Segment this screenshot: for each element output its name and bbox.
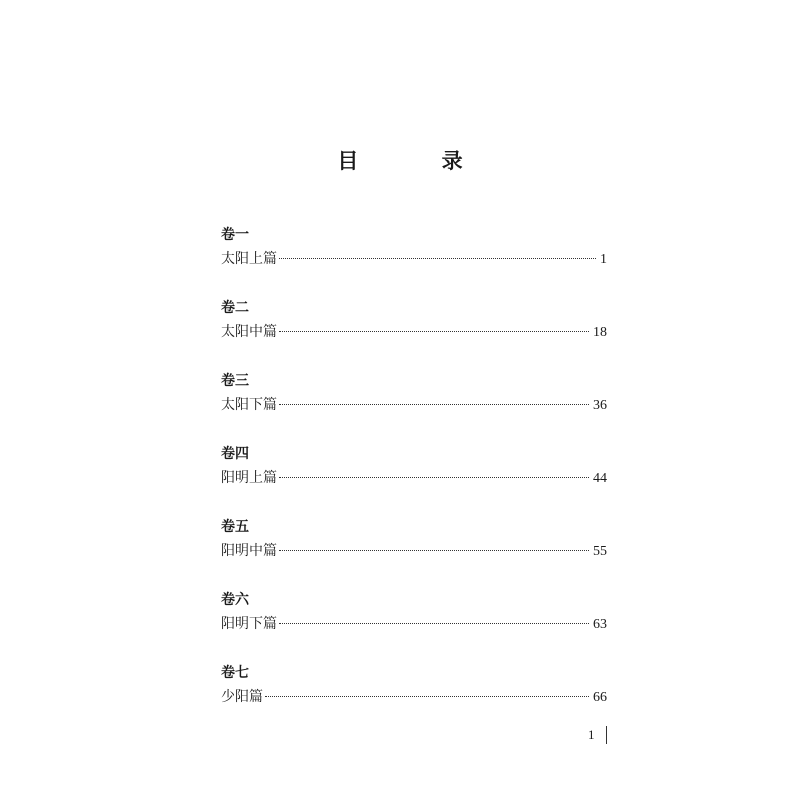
toc-page-number: 66	[593, 690, 607, 705]
volume-heading: 卷四	[221, 446, 249, 462]
volume-heading: 卷五	[221, 519, 249, 535]
folio-page-number: 1	[588, 727, 595, 742]
dot-leader	[279, 404, 589, 405]
toc-entry-title: 太阳上篇	[221, 251, 277, 267]
toc-entry-title: 阳明中篇	[221, 543, 277, 559]
toc-entry[interactable]	[221, 248, 607, 271]
volume-heading: 卷三	[221, 373, 249, 389]
volume-2	[221, 297, 607, 370]
page-title: 目 录	[337, 149, 501, 173]
toc-page-number: 18	[593, 325, 607, 340]
dot-leader	[265, 696, 589, 697]
volume-5	[221, 516, 607, 589]
dot-leader	[279, 623, 589, 624]
toc-entry[interactable]	[221, 467, 607, 490]
volume-heading: 卷一	[221, 227, 249, 243]
toc-page-number: 36	[593, 398, 607, 413]
volume-heading: 卷二	[221, 300, 249, 316]
volume-1	[221, 224, 607, 297]
toc-entry[interactable]	[221, 394, 607, 417]
toc-entry[interactable]	[221, 613, 607, 636]
toc-page-number: 63	[593, 617, 607, 632]
toc-entry-title: 阳明下篇	[221, 616, 277, 632]
dot-leader	[279, 258, 596, 259]
volume-heading: 卷七	[221, 665, 249, 681]
table-of-contents	[221, 224, 607, 735]
toc-page-number: 1	[600, 252, 607, 267]
toc-entry[interactable]	[221, 321, 607, 344]
toc-entry-title: 阳明上篇	[221, 470, 277, 486]
folio-divider	[606, 726, 607, 744]
toc-entry-title: 少阳篇	[221, 689, 263, 705]
toc-entry[interactable]	[221, 540, 607, 563]
dot-leader	[279, 331, 589, 332]
volume-4	[221, 443, 607, 516]
dot-leader	[279, 477, 589, 478]
dot-leader	[279, 550, 589, 551]
volume-7	[221, 662, 607, 735]
volume-6	[221, 589, 607, 662]
toc-page-number: 44	[593, 471, 607, 486]
toc-entry-title: 太阳中篇	[221, 324, 277, 340]
toc-page-number: 55	[593, 544, 607, 559]
volume-heading: 卷六	[221, 592, 249, 608]
volume-3	[221, 370, 607, 443]
toc-entry-title: 太阳下篇	[221, 397, 277, 413]
toc-entry[interactable]	[221, 686, 607, 709]
